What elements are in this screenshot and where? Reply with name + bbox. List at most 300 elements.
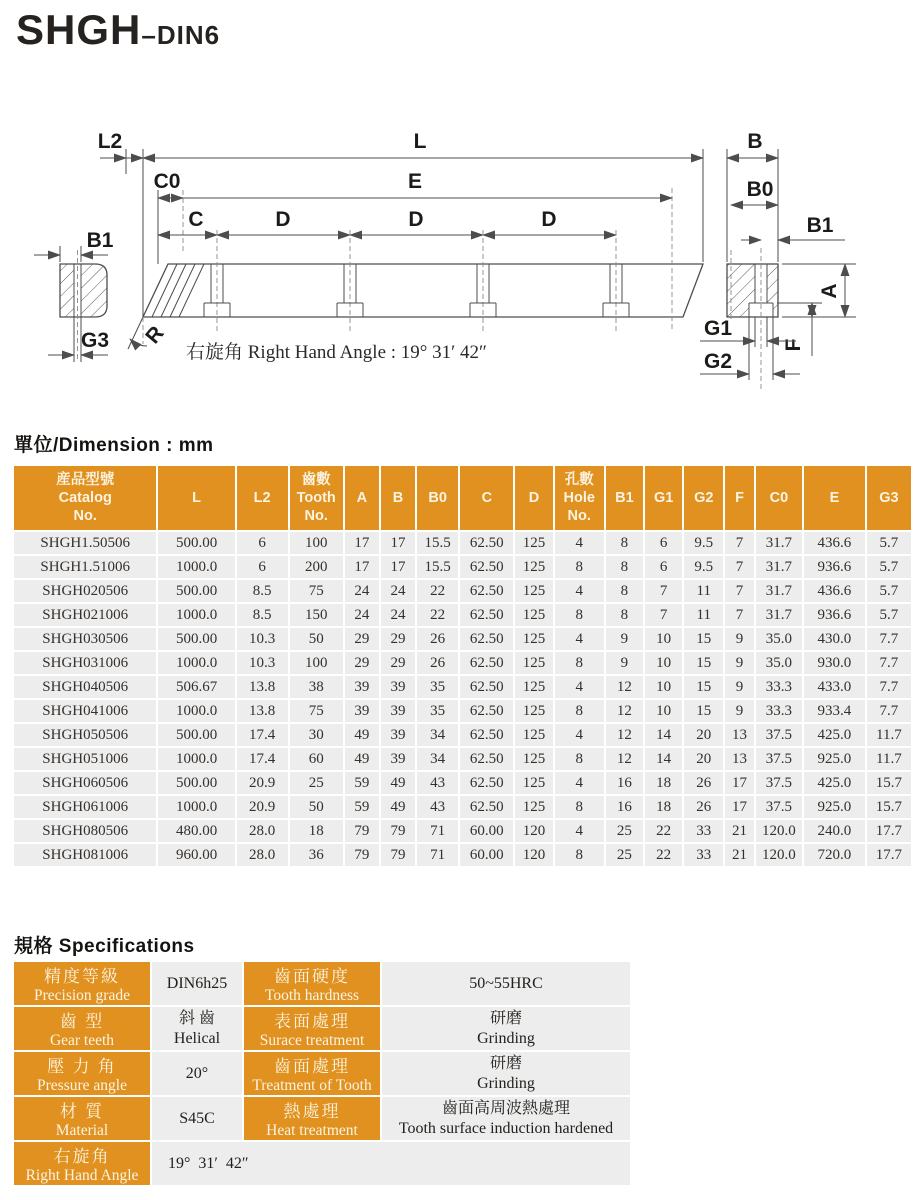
table-cell: 34 <box>417 748 458 770</box>
dim-label-f: F <box>782 338 805 352</box>
table-cell: 13 <box>725 724 753 746</box>
spec-value: 50~55HRC <box>382 962 630 1005</box>
table-cell: SHGH031006 <box>14 652 156 674</box>
table-cell: 8 <box>555 700 604 722</box>
table-cell: 15 <box>684 700 723 722</box>
table-cell: 11.7 <box>867 724 911 746</box>
table-cell: 120 <box>515 820 552 842</box>
table-cell: 50 <box>290 628 343 650</box>
table-cell: 15.5 <box>417 556 458 578</box>
table-cell: 720.0 <box>804 844 865 866</box>
table-cell: 29 <box>345 628 379 650</box>
table-cell: 35 <box>417 700 458 722</box>
spec-value: 研磨 Grinding <box>382 1052 630 1095</box>
table-cell: 1000.0 <box>158 700 234 722</box>
table-cell: 8 <box>555 748 604 770</box>
table-cell: 21 <box>725 844 753 866</box>
column-header-b0: B0 <box>417 466 458 530</box>
table-cell: 35.0 <box>756 628 802 650</box>
table-cell: 39 <box>345 676 379 698</box>
table-cell: 17 <box>345 556 379 578</box>
table-cell: 31.7 <box>756 604 802 626</box>
table-cell: 39 <box>381 724 415 746</box>
table-cell: 33.3 <box>756 700 802 722</box>
table-cell: SHGH021006 <box>14 604 156 626</box>
table-cell: 125 <box>515 796 552 818</box>
table-cell: 9 <box>725 676 753 698</box>
table-cell: 29 <box>381 628 415 650</box>
table-cell: SHGH061006 <box>14 796 156 818</box>
column-header-catalog: 産品型號 Catalog No. <box>14 466 156 530</box>
table-cell: 50 <box>290 796 343 818</box>
table-cell: 21 <box>725 820 753 842</box>
table-cell: 12 <box>606 724 643 746</box>
table-cell: SHGH1.50506 <box>14 532 156 554</box>
table-cell: 24 <box>381 604 415 626</box>
table-cell: 37.5 <box>756 724 802 746</box>
table-cell: 430.0 <box>804 628 865 650</box>
table-cell: 8.5 <box>237 604 288 626</box>
column-header-tooth: 齒數 Tooth No. <box>290 466 343 530</box>
table-cell: 9 <box>725 700 753 722</box>
table-cell: 433.0 <box>804 676 865 698</box>
table-cell: 29 <box>345 652 379 674</box>
table-cell: 16 <box>606 796 643 818</box>
table-cell: 30 <box>290 724 343 746</box>
table-cell: 33 <box>684 820 723 842</box>
table-cell: 38 <box>290 676 343 698</box>
table-cell: 4 <box>555 772 604 794</box>
table-cell: 8.5 <box>237 580 288 602</box>
table-cell: 9.5 <box>684 532 723 554</box>
table-row <box>14 652 911 674</box>
table-cell: 17 <box>725 796 753 818</box>
table-cell: 5.7 <box>867 556 911 578</box>
table-cell: 28.0 <box>237 844 288 866</box>
table-cell: 11.7 <box>867 748 911 770</box>
table-cell: 1000.0 <box>158 796 234 818</box>
table-cell: 20.9 <box>237 796 288 818</box>
table-cell: 15 <box>684 676 723 698</box>
table-cell: 7 <box>645 580 682 602</box>
dim-label-d1: D <box>275 208 291 231</box>
table-cell: 6 <box>237 532 288 554</box>
table-cell: 506.67 <box>158 676 234 698</box>
table-cell: 6 <box>237 556 288 578</box>
technical-drawing <box>0 0 913 415</box>
table-cell: SHGH1.51006 <box>14 556 156 578</box>
dim-label-g1: G1 <box>703 317 733 340</box>
table-cell: 7 <box>725 556 753 578</box>
table-cell: 28.0 <box>237 820 288 842</box>
table-cell: 37.5 <box>756 748 802 770</box>
table-cell: 936.6 <box>804 604 865 626</box>
table-cell: 15.5 <box>417 532 458 554</box>
spec-value: 19° 31′ 42″ <box>152 1142 630 1185</box>
table-cell: 9 <box>725 628 753 650</box>
table-cell: 31.7 <box>756 580 802 602</box>
table-cell: 43 <box>417 796 458 818</box>
table-cell: 22 <box>645 844 682 866</box>
table-cell: 71 <box>417 820 458 842</box>
spec-row <box>14 1097 630 1140</box>
table-cell: 425.0 <box>804 772 865 794</box>
table-cell: 24 <box>381 580 415 602</box>
column-header-g1: G1 <box>645 466 682 530</box>
table-cell: 120.0 <box>756 820 802 842</box>
table-cell: 7 <box>725 580 753 602</box>
table-cell: 17 <box>345 532 379 554</box>
table-cell: 4 <box>555 820 604 842</box>
table-cell: 436.6 <box>804 532 865 554</box>
table-cell: 7.7 <box>867 652 911 674</box>
column-header-f: F <box>725 466 753 530</box>
table-cell: 8 <box>555 844 604 866</box>
table-row <box>14 772 911 794</box>
table-cell: 9 <box>606 652 643 674</box>
table-cell: 960.00 <box>158 844 234 866</box>
column-header-b1: B1 <box>606 466 643 530</box>
table-cell: 25 <box>606 820 643 842</box>
table-cell: 7 <box>725 532 753 554</box>
table-cell: 125 <box>515 628 552 650</box>
spec-value: 斜 齒 Helical <box>152 1007 242 1050</box>
column-header-c: C <box>460 466 513 530</box>
table-cell: 4 <box>555 628 604 650</box>
table-cell: 79 <box>345 820 379 842</box>
table-row <box>14 556 911 578</box>
table-cell: 500.00 <box>158 772 234 794</box>
table-cell: 60 <box>290 748 343 770</box>
table-cell: 16 <box>606 772 643 794</box>
table-cell: 18 <box>290 820 343 842</box>
table-cell: 11 <box>684 580 723 602</box>
table-row <box>14 820 911 842</box>
table-cell: 480.00 <box>158 820 234 842</box>
dim-a <box>782 264 856 317</box>
table-cell: 13.8 <box>237 676 288 698</box>
column-header-a: A <box>345 466 379 530</box>
table-cell: 125 <box>515 604 552 626</box>
table-cell: 4 <box>555 532 604 554</box>
table-cell: 62.50 <box>460 724 513 746</box>
table-cell: 1000.0 <box>158 748 234 770</box>
spec-value: S45C <box>152 1097 242 1140</box>
table-cell: 10.3 <box>237 652 288 674</box>
table-cell: 5.7 <box>867 580 911 602</box>
table-cell: 125 <box>515 556 552 578</box>
table-cell: 17.7 <box>867 820 911 842</box>
table-cell: 7.7 <box>867 628 911 650</box>
table-cell: 8 <box>555 556 604 578</box>
table-cell: 33 <box>684 844 723 866</box>
table-cell: 6 <box>645 532 682 554</box>
table-cell: 39 <box>381 676 415 698</box>
spec-row <box>14 1007 630 1050</box>
table-cell: 7 <box>645 604 682 626</box>
table-cell: 100 <box>290 532 343 554</box>
table-cell: 125 <box>515 772 552 794</box>
table-cell: SHGH050506 <box>14 724 156 746</box>
table-cell: 49 <box>345 748 379 770</box>
table-cell: 120.0 <box>756 844 802 866</box>
table-cell: 15 <box>684 628 723 650</box>
table-cell: 75 <box>290 700 343 722</box>
table-cell: 60.00 <box>460 844 513 866</box>
spec-label: 壓 力 角 Pressure angle <box>14 1052 150 1095</box>
table-cell: 39 <box>381 748 415 770</box>
dim-label-g2: G2 <box>703 350 733 373</box>
table-cell: 22 <box>417 580 458 602</box>
column-header-g3: G3 <box>867 466 911 530</box>
table-cell: 4 <box>555 676 604 698</box>
table-cell: 17 <box>725 772 753 794</box>
table-cell: 35.0 <box>756 652 802 674</box>
table-cell: 20 <box>684 748 723 770</box>
spec-label: 熱處理 Heat treatment <box>244 1097 380 1140</box>
rack-side-view <box>143 264 703 317</box>
table-cell: 26 <box>684 796 723 818</box>
table-cell: 12 <box>606 700 643 722</box>
dim-b0 <box>731 178 778 205</box>
table-cell: 10.3 <box>237 628 288 650</box>
dim-label-c0: C0 <box>153 170 181 193</box>
table-cell: 436.6 <box>804 580 865 602</box>
table-cell: 7 <box>725 604 753 626</box>
specifications-heading: 規格 Specifications <box>14 936 195 957</box>
table-cell: SHGH020506 <box>14 580 156 602</box>
table-cell: SHGH041006 <box>14 700 156 722</box>
table-cell: 1000.0 <box>158 652 234 674</box>
table-cell: 26 <box>417 652 458 674</box>
dim-b1-right <box>741 214 845 262</box>
table-row <box>14 532 911 554</box>
table-cell: 925.0 <box>804 748 865 770</box>
table-cell: 125 <box>515 580 552 602</box>
table-cell: 17 <box>381 532 415 554</box>
table-cell: 15.7 <box>867 772 911 794</box>
table-cell: 35 <box>417 676 458 698</box>
table-cell: 62.50 <box>460 628 513 650</box>
table-cell: 36 <box>290 844 343 866</box>
column-header-l2: L2 <box>237 466 288 530</box>
dim-label-b0: B0 <box>746 178 774 201</box>
table-cell: 17 <box>381 556 415 578</box>
table-cell: 240.0 <box>804 820 865 842</box>
table-cell: 22 <box>645 820 682 842</box>
table-cell: 33.3 <box>756 676 802 698</box>
spec-label: 齒面處理 Treatment of Tooth <box>244 1052 380 1095</box>
spec-label: 齒面硬度 Tooth hardness <box>244 962 380 1005</box>
table-cell: 14 <box>645 748 682 770</box>
table-cell: 17.4 <box>237 748 288 770</box>
page-title-main: SHGH <box>16 6 142 53</box>
table-cell: 9 <box>606 628 643 650</box>
table-cell: 49 <box>381 796 415 818</box>
table-cell: 43 <box>417 772 458 794</box>
table-cell: 59 <box>345 796 379 818</box>
dim-label-e: E <box>407 170 423 193</box>
table-cell: 425.0 <box>804 724 865 746</box>
table-cell: 125 <box>515 700 552 722</box>
table-cell: 17.4 <box>237 724 288 746</box>
dim-label-b1-left: B1 <box>86 229 114 252</box>
table-row <box>14 796 911 818</box>
column-header-c0: C0 <box>756 466 802 530</box>
spec-row <box>14 1142 630 1185</box>
spec-value: DIN6h25 <box>152 962 242 1005</box>
specifications-table <box>12 960 632 1187</box>
table-cell: 7.7 <box>867 676 911 698</box>
dim-label-a: A <box>818 283 841 299</box>
table-cell: 62.50 <box>460 676 513 698</box>
table-cell: 8 <box>606 604 643 626</box>
table-cell: 37.5 <box>756 796 802 818</box>
table-cell: 60.00 <box>460 820 513 842</box>
table-cell: 39 <box>381 700 415 722</box>
table-cell: 5.7 <box>867 532 911 554</box>
dim-b1-left <box>34 229 114 262</box>
dimension-table <box>12 464 913 868</box>
table-cell: 1000.0 <box>158 556 234 578</box>
table-cell: 62.50 <box>460 556 513 578</box>
column-header-b: B <box>381 466 415 530</box>
table-cell: 17.7 <box>867 844 911 866</box>
table-cell: 49 <box>345 724 379 746</box>
table-cell: 8 <box>555 604 604 626</box>
table-cell: 125 <box>515 748 552 770</box>
table-cell: 71 <box>417 844 458 866</box>
column-header-e: E <box>804 466 865 530</box>
table-row <box>14 580 911 602</box>
table-cell: 925.0 <box>804 796 865 818</box>
spec-label: 右旋角 Right Hand Angle <box>14 1142 150 1185</box>
dim-c-d-chain <box>158 208 616 235</box>
table-cell: 62.50 <box>460 580 513 602</box>
table-cell: 31.7 <box>756 556 802 578</box>
table-cell: 14 <box>645 724 682 746</box>
table-cell: 125 <box>515 652 552 674</box>
table-cell: 10 <box>645 628 682 650</box>
table-cell: 22 <box>417 604 458 626</box>
table-cell: 8 <box>606 556 643 578</box>
table-cell: 25 <box>606 844 643 866</box>
table-cell: 200 <box>290 556 343 578</box>
dim-f <box>777 303 822 356</box>
table-cell: 79 <box>381 820 415 842</box>
spec-value: 研磨 Grinding <box>382 1007 630 1050</box>
table-cell: 5.7 <box>867 604 911 626</box>
table-cell: 933.4 <box>804 700 865 722</box>
table-cell: 12 <box>606 748 643 770</box>
table-cell: 79 <box>381 844 415 866</box>
table-cell: 24 <box>345 580 379 602</box>
table-row <box>14 676 911 698</box>
table-cell: 31.7 <box>756 532 802 554</box>
right-section-view <box>727 248 778 390</box>
dim-label-l2: L2 <box>97 130 123 153</box>
column-header-l: L <box>158 466 234 530</box>
table-cell: 930.0 <box>804 652 865 674</box>
table-cell: 9 <box>725 652 753 674</box>
spec-row <box>14 1052 630 1095</box>
table-row <box>14 844 911 866</box>
table-cell: 26 <box>417 628 458 650</box>
table-cell: 34 <box>417 724 458 746</box>
table-cell: 39 <box>345 700 379 722</box>
table-cell: 11 <box>684 604 723 626</box>
spec-value: 20° <box>152 1052 242 1095</box>
dim-label-b1-right: B1 <box>806 214 834 237</box>
table-cell: SHGH051006 <box>14 748 156 770</box>
table-cell: 500.00 <box>158 724 234 746</box>
dim-label-r: R <box>141 321 169 349</box>
table-cell: SHGH040506 <box>14 676 156 698</box>
table-cell: 29 <box>381 652 415 674</box>
table-cell: 15 <box>684 652 723 674</box>
table-cell: 15.7 <box>867 796 911 818</box>
table-row <box>14 628 911 650</box>
table-cell: 9.5 <box>684 556 723 578</box>
table-cell: 18 <box>645 796 682 818</box>
right-hand-angle-note: 右旋角 Right Hand Angle : 19° 31′ 42″ <box>186 342 487 363</box>
table-cell: 37.5 <box>756 772 802 794</box>
table-cell: 500.00 <box>158 628 234 650</box>
spec-row <box>14 962 630 1005</box>
page-title-suffix: –DIN6 <box>141 20 221 50</box>
table-cell: 8 <box>555 796 604 818</box>
table-cell: 25 <box>290 772 343 794</box>
table-row <box>14 748 911 770</box>
table-cell: 10 <box>645 652 682 674</box>
table-cell: 62.50 <box>460 532 513 554</box>
dim-label-g3: G3 <box>80 329 110 352</box>
dim-label-l: L <box>413 130 427 153</box>
table-row <box>14 724 911 746</box>
table-cell: 62.50 <box>460 772 513 794</box>
table-cell: 49 <box>381 772 415 794</box>
spec-label: 齒 型 Gear teeth <box>14 1007 150 1050</box>
table-cell: 62.50 <box>460 748 513 770</box>
table-cell: 62.50 <box>460 796 513 818</box>
spec-value: 齒面高周波熱處理 Tooth surface induction hardened <box>382 1097 630 1140</box>
table-cell: 62.50 <box>460 700 513 722</box>
column-header-g2: G2 <box>684 466 723 530</box>
table-cell: 4 <box>555 724 604 746</box>
table-cell: 13 <box>725 748 753 770</box>
table-row <box>14 604 911 626</box>
table-cell: 13.8 <box>237 700 288 722</box>
table-cell: 120 <box>515 844 552 866</box>
table-cell: 75 <box>290 580 343 602</box>
dim-g3 <box>48 317 109 362</box>
table-cell: 125 <box>515 724 552 746</box>
table-cell: 62.50 <box>460 652 513 674</box>
table-cell: 12 <box>606 676 643 698</box>
table-cell: 20 <box>684 724 723 746</box>
table-cell: 125 <box>515 532 552 554</box>
table-cell: SHGH030506 <box>14 628 156 650</box>
table-cell: 20.9 <box>237 772 288 794</box>
table-cell: 59 <box>345 772 379 794</box>
dim-label-c: C <box>188 208 204 231</box>
table-cell: 936.6 <box>804 556 865 578</box>
table-cell: SHGH060506 <box>14 772 156 794</box>
spec-label: 精度等級 Precision grade <box>14 962 150 1005</box>
table-cell: 10 <box>645 676 682 698</box>
table-cell: 7.7 <box>867 700 911 722</box>
table-cell: 8 <box>555 652 604 674</box>
